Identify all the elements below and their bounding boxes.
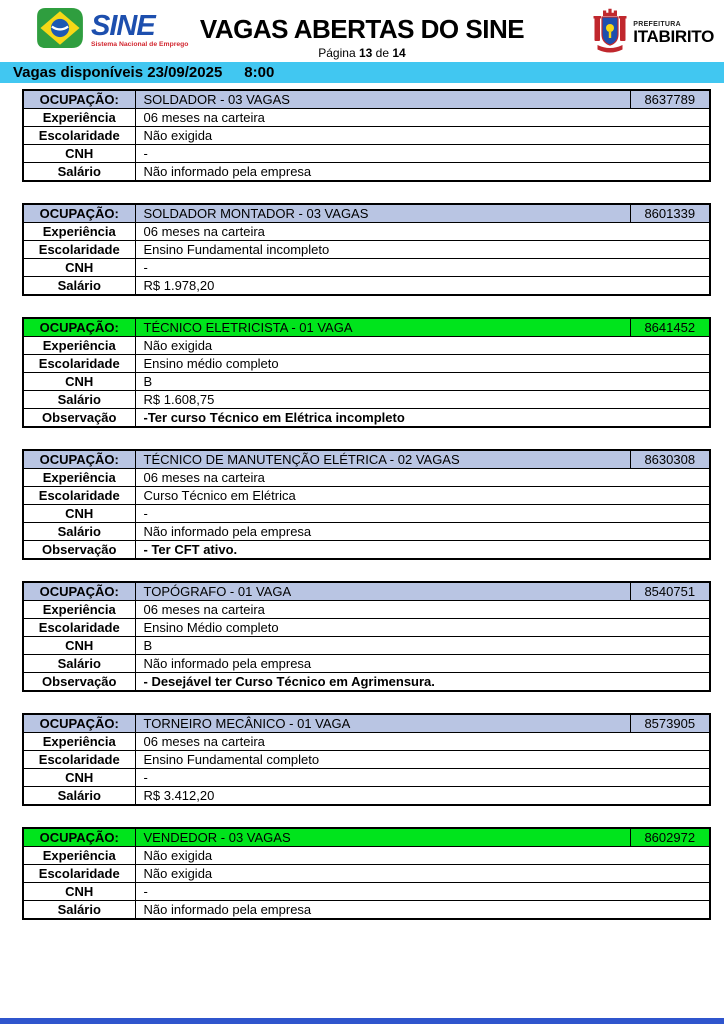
job-code: 8641452 — [630, 318, 710, 337]
job-title: TÉCNICO ELETRICISTA - 01 VAGA — [135, 318, 630, 337]
field-label: Salário — [23, 391, 135, 409]
job-field-row — [23, 223, 710, 241]
job-table — [22, 581, 711, 692]
job-header-row — [23, 90, 710, 109]
job-code: 8630308 — [630, 450, 710, 469]
field-value: Curso Técnico em Elétrica — [135, 487, 710, 505]
field-value: 06 meses na carteira — [135, 109, 710, 127]
job-field-row — [23, 163, 710, 182]
job-field-row — [23, 601, 710, 619]
job-table — [22, 827, 711, 920]
prefeitura-logo — [592, 7, 714, 58]
job-field-row — [23, 619, 710, 637]
job-field-row — [23, 523, 710, 541]
job-field-row — [23, 769, 710, 787]
job-table — [22, 449, 711, 560]
job-header-row — [23, 582, 710, 601]
field-value: Não exigida — [135, 127, 710, 145]
job-field-row — [23, 337, 710, 355]
job-code: 8540751 — [630, 582, 710, 601]
field-label: Experiência — [23, 223, 135, 241]
occupation-label: OCUPAÇÃO: — [23, 90, 135, 109]
availability-label: Vagas disponíveis 23/09/2025 — [13, 64, 223, 81]
job-field-row — [23, 733, 710, 751]
field-value: Não exigida — [135, 865, 710, 883]
field-value: Não informado pela empresa — [135, 523, 710, 541]
sine-logo-text: SINE — [91, 9, 155, 42]
city-name: ITABIRITO — [633, 26, 714, 46]
footer-bar — [0, 1018, 724, 1024]
field-value: Não informado pela empresa — [135, 655, 710, 673]
field-value: - — [135, 259, 710, 277]
field-value: Não informado pela empresa — [135, 901, 710, 920]
field-value: - — [135, 883, 710, 901]
field-label: CNH — [23, 769, 135, 787]
job-code: 8573905 — [630, 714, 710, 733]
job-table — [22, 89, 711, 182]
job-field-row — [23, 409, 710, 428]
field-value: - — [135, 145, 710, 163]
job-field-row — [23, 901, 710, 920]
field-label: Salário — [23, 787, 135, 806]
job-field-row — [23, 469, 710, 487]
field-label: Experiência — [23, 469, 135, 487]
field-label: CNH — [23, 259, 135, 277]
job-table — [22, 203, 711, 296]
job-field-row — [23, 637, 710, 655]
field-label: Experiência — [23, 337, 135, 355]
occupation-label: OCUPAÇÃO: — [23, 204, 135, 223]
availability-time: 8:00 — [244, 64, 275, 81]
field-label: Escolaridade — [23, 127, 135, 145]
field-value: 06 meses na carteira — [135, 223, 710, 241]
field-label: Observação — [23, 673, 135, 692]
job-table — [22, 713, 711, 806]
field-label: Salário — [23, 901, 135, 920]
field-label: Observação — [23, 541, 135, 560]
field-value: Ensino médio completo — [135, 355, 710, 373]
job-code: 8637789 — [630, 90, 710, 109]
field-value: - — [135, 769, 710, 787]
job-tables — [0, 83, 724, 920]
job-field-row — [23, 883, 710, 901]
job-title: TORNEIRO MECÂNICO - 01 VAGA — [135, 714, 630, 733]
field-value: R$ 1.608,75 — [135, 391, 710, 409]
field-value: - — [135, 505, 710, 523]
field-value: - Ter CFT ativo. — [135, 541, 710, 560]
page-total: 14 — [392, 46, 406, 60]
job-field-row — [23, 847, 710, 865]
page-separator: de — [375, 46, 390, 60]
job-field-row — [23, 241, 710, 259]
job-field-row — [23, 277, 710, 296]
job-code: 8601339 — [630, 204, 710, 223]
field-value: Não exigida — [135, 337, 710, 355]
page-prefix: Página — [318, 46, 356, 60]
job-title: TOPÓGRAFO - 01 VAGA — [135, 582, 630, 601]
field-label: Escolaridade — [23, 865, 135, 883]
job-field-row — [23, 391, 710, 409]
job-field-row — [23, 109, 710, 127]
occupation-label: OCUPAÇÃO: — [23, 450, 135, 469]
job-header-row — [23, 318, 710, 337]
page-header — [0, 0, 724, 62]
job-code: 8602972 — [630, 828, 710, 847]
job-header-row — [23, 828, 710, 847]
job-title: SOLDADOR MONTADOR - 03 VAGAS — [135, 204, 630, 223]
job-field-row — [23, 373, 710, 391]
field-label: Experiência — [23, 733, 135, 751]
occupation-label: OCUPAÇÃO: — [23, 828, 135, 847]
job-title: VENDEDOR - 03 VAGAS — [135, 828, 630, 847]
job-field-row — [23, 865, 710, 883]
job-header-row — [23, 714, 710, 733]
job-field-row — [23, 541, 710, 560]
field-label: Experiência — [23, 109, 135, 127]
field-label: CNH — [23, 505, 135, 523]
field-value: - Desejável ter Curso Técnico em Agrimensura. — [135, 673, 710, 692]
field-label: Experiência — [23, 847, 135, 865]
page-current: 13 — [358, 46, 373, 60]
job-field-row — [23, 355, 710, 373]
field-label: CNH — [23, 145, 135, 163]
field-label: Escolaridade — [23, 355, 135, 373]
job-field-row — [23, 787, 710, 806]
job-field-row — [23, 259, 710, 277]
job-field-row — [23, 127, 710, 145]
field-label: Escolaridade — [23, 487, 135, 505]
job-header-row — [23, 204, 710, 223]
occupation-label: OCUPAÇÃO: — [23, 714, 135, 733]
field-value: Ensino Fundamental incompleto — [135, 241, 710, 259]
field-value: B — [135, 373, 710, 391]
field-value: 06 meses na carteira — [135, 733, 710, 751]
field-value: -Ter curso Técnico em Elétrica incompleto — [135, 409, 710, 428]
field-label: CNH — [23, 373, 135, 391]
page-title: VAGAS ABERTAS DO SINE — [199, 14, 525, 44]
prefeitura-label: PREFEITURA — [633, 20, 681, 28]
job-field-row — [23, 505, 710, 523]
sine-logo-subtitle: Sistema Nacional de Emprego — [91, 41, 189, 49]
availability-banner — [0, 62, 724, 83]
field-value: R$ 1.978,20 — [135, 277, 710, 296]
field-value: Ensino Médio completo — [135, 619, 710, 637]
occupation-label: OCUPAÇÃO: — [23, 582, 135, 601]
field-value: 06 meses na carteira — [135, 601, 710, 619]
field-label: CNH — [23, 637, 135, 655]
field-label: Salário — [23, 655, 135, 673]
field-label: Salário — [23, 277, 135, 296]
job-field-row — [23, 487, 710, 505]
job-title: SOLDADOR - 03 VAGAS — [135, 90, 630, 109]
field-value: Não informado pela empresa — [135, 163, 710, 182]
job-field-row — [23, 145, 710, 163]
field-label: Salário — [23, 163, 135, 182]
job-table — [22, 317, 711, 428]
occupation-label: OCUPAÇÃO: — [23, 318, 135, 337]
itabirito-crest-icon — [592, 7, 628, 58]
field-value: Ensino Fundamental completo — [135, 751, 710, 769]
job-field-row — [23, 673, 710, 692]
field-label: Experiência — [23, 601, 135, 619]
field-value: B — [135, 637, 710, 655]
field-label: Escolaridade — [23, 619, 135, 637]
field-label: Escolaridade — [23, 751, 135, 769]
field-label: CNH — [23, 883, 135, 901]
field-value: Não exigida — [135, 847, 710, 865]
job-title: TÉCNICO DE MANUTENÇÃO ELÉTRICA - 02 VAGAS — [135, 450, 630, 469]
field-value: 06 meses na carteira — [135, 469, 710, 487]
job-header-row — [23, 450, 710, 469]
job-field-row — [23, 655, 710, 673]
field-value: R$ 3.412,20 — [135, 787, 710, 806]
field-label: Observação — [23, 409, 135, 428]
field-label: Escolaridade — [23, 241, 135, 259]
field-label: Salário — [23, 523, 135, 541]
job-field-row — [23, 751, 710, 769]
